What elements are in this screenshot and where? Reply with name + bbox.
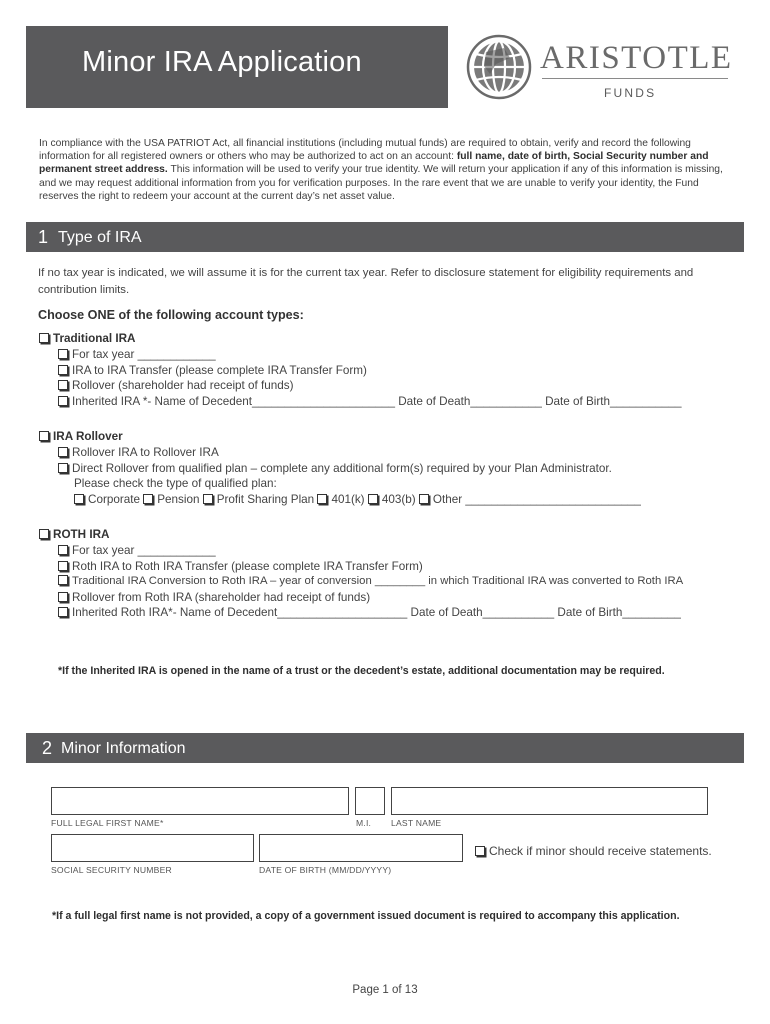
list-item[interactable]: Rollover IRA to Rollover IRA xyxy=(58,445,641,461)
checkbox[interactable] xyxy=(58,592,68,602)
roth-ira-option[interactable] xyxy=(39,528,110,541)
globe-icon xyxy=(466,34,532,100)
checkbox[interactable] xyxy=(58,380,68,390)
list-item[interactable]: Rollover (shareholder had receipt of funds) xyxy=(58,378,682,394)
checkbox[interactable] xyxy=(58,463,68,473)
plan-prompt: Please check the type of qualified plan: xyxy=(74,477,277,491)
page-number: Page 1 of 13 xyxy=(352,984,418,996)
last-name-label: LAST NAME xyxy=(391,818,442,828)
plan-type-row xyxy=(58,492,641,508)
intro-bold: full name, date of birth, Social Security number and permanent street address. xyxy=(39,151,709,176)
ssn-label: SOCIAL SECURITY NUMBER xyxy=(51,865,172,875)
patriot-act-notice xyxy=(39,137,739,203)
list-item[interactable]: Inherited Roth IRA*- Name of Decedent____________________ Date of Death___________ Date of Birth_________ xyxy=(58,605,683,621)
checkbox[interactable] xyxy=(203,494,213,504)
ira-rollover-list xyxy=(58,445,641,507)
checkbox[interactable] xyxy=(317,494,327,504)
roth-ira-list xyxy=(58,543,683,621)
statements-checkbox[interactable] xyxy=(475,844,712,860)
checkbox[interactable] xyxy=(74,494,84,504)
checkbox[interactable] xyxy=(58,575,68,585)
section-title: Minor Information xyxy=(61,740,186,757)
section-number: 1 xyxy=(38,227,49,247)
middle-initial-field[interactable] xyxy=(355,787,385,815)
checkbox[interactable] xyxy=(58,365,68,375)
ssn-field[interactable] xyxy=(51,834,254,862)
plan-option[interactable]: 401(k) xyxy=(317,493,364,506)
inherited-ira-footnote: *If the Inherited IRA is opened in the name of a trust or the decedent’s estate, additional documentation may be required. xyxy=(58,665,665,677)
logo-subtitle: FUNDS xyxy=(604,86,657,100)
statements-label: Check if minor should receive statements. xyxy=(489,844,712,858)
mi-label: M.I. xyxy=(356,818,372,828)
list-item[interactable]: Rollover from Roth IRA (shareholder had receipt of funds) xyxy=(58,590,683,606)
checkbox[interactable] xyxy=(58,545,68,555)
checkbox[interactable] xyxy=(419,494,429,504)
tax-year-note: If no tax year is indicated, we will assume it is for the current tax year. Refer to disclosure statement for eligibility requirements and contribution limits. xyxy=(38,267,694,296)
traditional-ira-list xyxy=(58,347,682,409)
plan-option[interactable]: 403(b) xyxy=(368,493,416,506)
logo-name: ARISTOTLE xyxy=(540,40,733,76)
page-title: Minor IRA Application xyxy=(82,46,362,78)
plan-option[interactable]: Profit Sharing Plan xyxy=(203,493,314,506)
list-item[interactable]: Inherited IRA *- Name of Decedent______________________ Date of Death___________ Date of Birth___________ xyxy=(58,394,682,410)
list-item[interactable]: For tax year ____________ xyxy=(58,543,683,559)
first-name-field[interactable] xyxy=(51,787,349,815)
plan-option[interactable]: Corporate xyxy=(74,493,140,506)
section-1-header xyxy=(26,222,744,252)
checkbox[interactable] xyxy=(143,494,153,504)
list-item[interactable]: Traditional IRA Conversion to Roth IRA – year of conversion ________ in which Traditional IRA was converted to Roth IRA xyxy=(58,574,683,590)
checkbox[interactable] xyxy=(39,431,49,441)
first-name-footnote: *If a full legal first name is not provided, a copy of a government issued document is required to accompany this application. xyxy=(52,910,680,922)
option-label: Traditional IRA xyxy=(53,332,136,345)
title-banner xyxy=(26,26,448,108)
first-name-label: FULL LEGAL FIRST NAME* xyxy=(51,818,164,828)
list-item[interactable]: IRA to IRA Transfer (please complete IRA Transfer Form) xyxy=(58,363,682,379)
checkbox[interactable] xyxy=(475,846,485,856)
logo-divider xyxy=(542,78,728,79)
section-2-header xyxy=(26,733,744,763)
plan-option[interactable]: Other ___________________________ xyxy=(419,493,641,506)
checkbox[interactable] xyxy=(58,447,68,457)
traditional-ira-option[interactable] xyxy=(39,332,135,345)
checkbox[interactable] xyxy=(39,333,49,343)
checkbox[interactable] xyxy=(58,607,68,617)
checkbox[interactable] xyxy=(39,529,49,539)
section-number: 2 xyxy=(42,738,53,758)
dob-field[interactable] xyxy=(259,834,463,862)
section-title: Type of IRA xyxy=(58,229,142,246)
intro-text-1: In compliance with the USA PATRIOT Act, all financial institutions (including mutual funds) are required to obtain, verify and record the following information for all registered owners or others who may be authorized to act on an account: xyxy=(39,138,691,163)
checkbox[interactable] xyxy=(58,561,68,571)
ira-rollover-option[interactable] xyxy=(39,430,123,443)
option-label: ROTH IRA xyxy=(53,528,110,541)
last-name-field[interactable] xyxy=(391,787,708,815)
checkbox[interactable] xyxy=(368,494,378,504)
intro-text-2: This information will be used to verify your true identity. We will return your application if any of this information is missing, and we may request additional information from you for verification purposes. In the rare event that we are unable to verify your identity, the Fund reserves the right to redeem your account at the current day’s net asset value. xyxy=(39,164,723,202)
list-item[interactable]: For tax year ____________ xyxy=(58,347,682,363)
checkbox[interactable] xyxy=(58,396,68,406)
list-item[interactable]: Direct Rollover from qualified plan – complete any additional form(s) required by your Plan Administrator. xyxy=(58,461,641,477)
choose-instruction: Choose ONE of the following account types: xyxy=(38,308,304,322)
company-logo xyxy=(466,34,736,104)
option-label: IRA Rollover xyxy=(53,430,123,443)
list-item[interactable]: Roth IRA to Roth IRA Transfer (please complete IRA Transfer Form) xyxy=(58,559,683,575)
plan-option[interactable]: Pension xyxy=(143,493,199,506)
checkbox[interactable] xyxy=(58,349,68,359)
dob-label: DATE OF BIRTH (MM/DD/YYYY) xyxy=(259,865,392,875)
